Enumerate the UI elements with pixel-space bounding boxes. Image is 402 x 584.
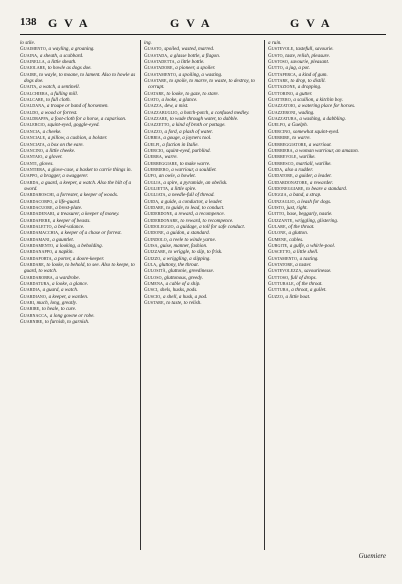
running-header <box>20 14 386 35</box>
entry-headword: Guizzante, <box>268 217 294 224</box>
entry-headword: Guerrire, <box>268 135 291 142</box>
entry-headword: Guttare, <box>268 78 290 85</box>
entry-headword: Guttura, <box>268 287 290 294</box>
entry-headword: Guindolo, <box>144 236 169 243</box>
entry-definition: a little sheath. <box>47 59 77 66</box>
entry-definition: a fulling mill. <box>50 90 79 97</box>
entry-definition: to howle as dogs doe. <box>47 65 92 72</box>
entry-definition: a throat, a gullet. <box>291 287 327 294</box>
entry-headword: Guaina, <box>20 52 39 59</box>
entry-definition: a warriour. <box>308 141 332 148</box>
entry-definition: to looke, to gaze, to stare. <box>166 90 219 97</box>
entry-definition: a little shell. <box>293 249 319 256</box>
entry-headword: Guerresco, <box>268 160 295 167</box>
entry-definition: a ford, a plash of water. <box>164 128 213 135</box>
entry-definition: a glove-case, a basket to carrie things in. <box>47 166 132 173</box>
entry-headword: Guaire, <box>20 71 38 78</box>
entry-definition: a shell, a husk, a pod. <box>162 293 208 300</box>
entry-headword: Gualcare, <box>20 97 45 104</box>
entry-headword: Gumena, <box>144 281 165 288</box>
entry-headword: Guardafiere, <box>20 217 52 224</box>
entry-headword: Guastada, <box>144 52 169 59</box>
column-divider <box>264 40 265 550</box>
entry-definition: somewhat squint-eyed. <box>292 128 340 135</box>
entry-headword: Guantaio, <box>20 154 44 161</box>
entry-definition: a napkin. <box>54 249 74 256</box>
entry-headword: Guanti, <box>20 160 39 167</box>
entry-definition: a reward, a recompence. <box>174 211 225 218</box>
entry-definition: full of drops. <box>290 274 317 281</box>
header-word-right: G V A <box>290 16 332 30</box>
entry-headword: Guiderdone, <box>144 211 174 218</box>
entry-headword: Gusci, <box>144 287 159 294</box>
column-divider <box>140 40 141 550</box>
entry-headword: Guidare, <box>144 204 165 211</box>
entry-definition: a foot-cloth for a horse, a caparison. <box>50 116 127 123</box>
entry-headword: Guazzatoio, <box>268 103 297 110</box>
entry-headword: Guttoso, <box>268 274 290 281</box>
entry-definition: a gouge, a joyners tool. <box>163 135 212 142</box>
entry-headword: Guerriero, <box>144 166 170 173</box>
entry-definition: a wardrobe. <box>55 274 80 281</box>
entry-definition: warre. <box>164 154 178 161</box>
entry-definition: squint-eyed, purblind. <box>165 147 211 154</box>
entry-headword: Guaimento, <box>20 46 48 53</box>
entry-definition: an owle, a howlet. <box>158 173 196 180</box>
catchword: Guemiere <box>358 552 386 560</box>
entry-headword: Guardare, <box>20 262 46 269</box>
entry-definition: guise, manner, fashion. <box>160 243 208 249</box>
entry-definition: a band, a strap. <box>289 192 322 199</box>
entry-headword: Guarnacca, <box>20 312 49 319</box>
entry-definition: a rewarder. <box>309 179 334 186</box>
entry-headword: Guappo, <box>20 173 39 180</box>
entry-headword: Guerreggiare, <box>144 160 179 167</box>
entry-headword: Guelfi, <box>144 141 161 148</box>
entry-headword: Guzzo, <box>268 293 285 300</box>
entry-definition: a gauntlet. <box>52 236 75 243</box>
entry-definition: a porter, a doore-keeper. <box>54 255 105 262</box>
page-number: 138 <box>20 16 37 28</box>
entry-headword: Gualdana, <box>20 103 46 110</box>
entry-headword: Guardaporta, <box>20 255 53 262</box>
entry-definition: a box on the eare. <box>47 141 84 148</box>
entry-headword: Gualercio, <box>20 122 47 129</box>
entry-definition: a pioneer, a spoiler. <box>175 65 216 72</box>
entry-definition: to warre. <box>292 135 311 142</box>
entry-definition: a needle-full of thread. <box>168 192 215 199</box>
entry-headword: Guiggia, <box>268 192 288 199</box>
entry-definition: to taste, to relish. <box>166 300 202 307</box>
entry-definition: a looke, a glance. <box>161 97 198 104</box>
entry-headword: Guerra, <box>144 154 164 161</box>
entry-definition: to make warre. <box>179 160 211 167</box>
entry-definition: a troupe or band of horsemen. <box>46 103 109 110</box>
entry-headword: Guercio, <box>144 147 165 154</box>
entry-definition: a hotch-potch, a confused medley. <box>180 109 250 116</box>
entry-definition: to spoile, to marre, to waste, to destroy, to corrupt. <box>148 78 255 91</box>
entry-definition: also a rudder. <box>284 166 314 173</box>
entry-definition: to reward, to recompence. <box>180 217 234 224</box>
entry-headword: Guscio, <box>144 293 162 300</box>
entry-definition: to wayle, to moane, to lament. Also to howle as dogs doe. <box>24 71 136 85</box>
entry-headword: Guardaletto, <box>20 223 53 230</box>
dictionary-entry <box>20 262 136 275</box>
entry-headword: Gugliata, <box>144 192 167 199</box>
entry-headword: Guidatore, <box>268 173 294 180</box>
entry-headword: Gulosità, <box>144 268 167 275</box>
entry-headword: Guisa, <box>144 243 159 249</box>
entry-headword: Guantiera, <box>20 166 47 173</box>
entry-headword: Guancino, <box>20 147 45 154</box>
entry-headword: Guglietta, <box>144 185 170 192</box>
entry-headword: Guato, <box>144 97 161 104</box>
dictionary-entry <box>144 78 260 91</box>
entry-definition: a watch, a sentinell. <box>39 84 80 91</box>
entry-headword: Guinzaglio, <box>268 198 297 205</box>
entry-definition: a woman warriour, an amazon. <box>295 147 359 154</box>
entry-definition: to wade through water, to dabble. <box>169 116 239 123</box>
entry-definition: wading. <box>298 109 315 116</box>
entry-headword: Guida, <box>268 166 284 173</box>
entry-headword: Guardacorpo, <box>20 198 54 205</box>
entry-definition: a spire, a pyramide, an obelisk. <box>163 179 228 186</box>
entry-definition: savourie, pleasant. <box>290 59 330 66</box>
entry-headword: Guardatura, <box>20 281 51 288</box>
entry-headword: Gutturale, <box>268 281 296 288</box>
entry-headword: Guardanappo, <box>20 249 54 256</box>
entry-headword: Guisto, <box>268 204 286 211</box>
entry-definition: a guidage, a toll for safe conduct. <box>176 223 246 230</box>
entry-definition: a guidon, a standard. <box>166 230 210 237</box>
dictionary-entry <box>20 319 136 325</box>
entry-definition: a wayling, a groaning. <box>48 46 95 53</box>
entry-headword: Guitto, <box>268 211 286 218</box>
entry-definition: a keeper, a warden. <box>48 293 89 300</box>
entry-headword: Guardamani, <box>20 236 51 243</box>
entry-headword: Guardamacchia, <box>20 230 60 237</box>
entry-definition: a dropping. <box>297 84 322 91</box>
entry-headword: Guanciata, <box>20 141 47 148</box>
entry-headword: Guazzabuglio, <box>144 109 179 116</box>
entry-definition: a faction in Italie. <box>162 141 199 148</box>
entry-headword: Guazzare, <box>144 116 169 123</box>
entry-definition: a warriour, a souldier. <box>171 166 217 173</box>
entry-definition: a cheeke. <box>42 128 62 135</box>
entry-definition: a long gowne or robe. <box>49 312 95 319</box>
header-word-center: G V A <box>170 16 212 30</box>
entry-headword: Guizzare, <box>144 249 167 256</box>
entry-definition: warlike. <box>299 154 316 161</box>
entry-definition: of the throat. <box>288 223 315 230</box>
entry-headword: Guazzatura, <box>268 116 299 123</box>
entry-definition: base, beggarly, nastie. <box>286 211 333 218</box>
entry-headword: Guidardonatore, <box>268 179 309 186</box>
entry-definition: dew, a mist. <box>164 103 189 110</box>
entry-definition: a guard, a keeper, a watch. Also the hilt of a sword. <box>24 179 131 192</box>
entry-definition: a looke, a glance. <box>52 281 89 288</box>
entry-headword: Guaiolare, <box>20 65 47 72</box>
entry-headword: Guerreggiatore, <box>268 141 308 148</box>
dictionary-entry <box>144 300 260 306</box>
entry-headword: Guardarobba, <box>20 274 55 281</box>
entry-definition: a gutter. <box>295 90 313 97</box>
entry-headword: Guarire, <box>20 306 41 313</box>
entry-headword: Gutto, <box>268 65 285 72</box>
entry-headword: Gustare, <box>144 300 165 307</box>
entry-definition: to furnish, to garnish. <box>44 319 90 326</box>
entry-definition: just, right. <box>286 204 308 211</box>
entry-headword: Guerrevole, <box>268 154 298 161</box>
entry-headword: Gualdrappa, <box>20 116 50 123</box>
entry-definition: a wood or forrest. <box>40 109 78 116</box>
entry-definition: a little cheeke. <box>45 147 76 154</box>
entry-definition: a brest-plate. <box>55 204 83 211</box>
entry-definition: much, long, greatly. <box>36 300 78 307</box>
entry-definition: a gulfe, a whirle-pool. <box>289 243 336 249</box>
entry-headword: Guastadore, <box>144 65 174 72</box>
entry-headword: Guardacuore, <box>20 204 54 211</box>
entry-definition: a forrester, a keeper of woods. <box>56 192 119 199</box>
entry-definition: a keeper of beasts. <box>52 217 91 224</box>
entry-definition: to looke, to behold, to see. Also to keepe, to guard, to watch. <box>24 262 135 275</box>
entry-headword: Guarda, <box>20 179 40 186</box>
entry-definition: taste, relish, pleasure. <box>285 52 330 59</box>
entry-definition: a scullion, a kitchin boy. <box>293 97 344 104</box>
entry-definition: a spoiling, a wasting. <box>178 71 223 78</box>
entry-definition: to drop, to distill. <box>290 78 326 85</box>
entry-definition: a pillow, a cushion, a bolster. <box>47 135 108 142</box>
entry-definition: a guide, a conductor, a leader. <box>160 198 223 205</box>
entry-headword: Guazza, <box>144 103 164 110</box>
entry-headword: Gusto, <box>268 52 284 59</box>
entry-definition: shels, husks, pods. <box>159 287 198 294</box>
entry-definition: a tasting. <box>299 255 319 262</box>
entry-headword: Gufo, <box>144 173 158 180</box>
entry-headword: Guidoleggio, <box>144 223 176 230</box>
entry-headword: Guizzo, <box>144 255 162 262</box>
entry-headword: Guardamento, <box>20 243 55 249</box>
entry-definition: tastefull, savourie. <box>295 46 334 53</box>
entry-headword: Guloso, <box>144 274 163 281</box>
dictionary-entry <box>20 72 136 85</box>
entry-headword: Guardadenari, <box>20 211 56 218</box>
entry-definition: to beare a standard. <box>306 185 348 192</box>
entry-headword: Guasto, <box>144 46 163 53</box>
entry-definition: a washing, a dabbling. <box>299 116 346 123</box>
entry-definition: cables. <box>289 236 304 243</box>
entry-headword: Gustamento, <box>268 255 299 262</box>
entry-headword: Guarnire, <box>20 319 44 326</box>
entry-headword: Guari, <box>20 300 36 307</box>
entry-headword: Guainella, <box>20 59 47 66</box>
entry-definition: a taster. <box>295 262 312 269</box>
entry-definition: a looking, a beholding. <box>55 243 103 249</box>
entry-definition: a sheath, a scabbard. <box>39 52 84 59</box>
entry-headword: Guastadetta, <box>144 59 176 66</box>
entry-definition: gluttonous, greedy. <box>164 274 203 281</box>
entry-definition: lo stile. <box>20 40 35 46</box>
entry-definition: a glutton. <box>288 230 309 237</box>
entry-headword: Guercino, <box>268 128 292 135</box>
entry-headword: Gulare, <box>268 223 287 230</box>
entry-headword: Gula, <box>144 262 158 269</box>
entry-headword: Guazzo, <box>144 128 164 135</box>
entry-definition: a guider, a leader. <box>295 173 332 180</box>
entry-headword: Gustatore, <box>268 262 295 269</box>
column-middle <box>144 40 260 550</box>
entry-headword: Gustoso, <box>268 59 290 66</box>
entry-headword: Guardaboschi, <box>20 192 56 199</box>
entry-headword: Guanciale, <box>20 135 47 142</box>
entry-definition: spoiled, wasted, marred. <box>164 46 215 53</box>
entry-headword: Guattero, <box>268 97 293 104</box>
columns-area <box>20 40 386 550</box>
entry-headword: Guazzeroni, <box>268 109 297 116</box>
entry-headword: Guastare, <box>144 78 168 85</box>
entry-headword: Guiderdonare, <box>144 217 180 224</box>
entry-definition: wriggling, glistering. <box>295 217 339 224</box>
entry-definition: a little boat. <box>285 293 311 300</box>
entry-definition: a bragger, a swaggerer. <box>40 173 89 180</box>
entry-definition: a guard, a watch. <box>42 287 79 294</box>
dictionary-entry <box>20 180 136 193</box>
column-right <box>268 40 384 550</box>
entry-definition: squint-eyed, goggle-eyed. <box>47 122 100 129</box>
entry-definition: a leash for dogs. <box>297 198 332 205</box>
entry-headword: Guancia, <box>20 128 42 135</box>
entry-definition: a kind of broth or pottage. <box>172 122 226 129</box>
entry-headword: Gustevole, <box>268 46 295 53</box>
entry-headword: Gubbia, <box>144 135 163 142</box>
entry-definition: a watering place for horses. <box>297 103 356 110</box>
entry-definition: a life-guard. <box>55 198 81 205</box>
entry-definition: to heale, to cure. <box>41 306 77 313</box>
entry-definition: to guide, to lead, to conduct. <box>166 204 225 211</box>
entry-headword: Gualdo, <box>20 109 40 116</box>
entry-headword: Guelfo, <box>268 122 287 129</box>
entry-headword: Gustevolezza, <box>268 268 303 275</box>
entry-headword: Guttazione, <box>268 84 297 91</box>
entry-headword: Gumene, <box>268 236 288 243</box>
entry-definition: a kind of gum. <box>298 71 328 78</box>
entry-definition: a ruin. <box>268 40 282 46</box>
entry-headword: Guidoneggiare, <box>268 185 305 192</box>
entry-definition: a reele to winde yarne. <box>169 236 216 243</box>
entry-headword: Guastamento, <box>144 71 178 78</box>
entry-definition: a glasse bottle, a flagon. <box>169 52 221 59</box>
entry-definition: a cable of a ship. <box>165 281 201 288</box>
entry-headword: Guaita, <box>20 84 38 91</box>
entry-headword: Guardiano, <box>20 293 48 300</box>
entry-definition: martiall, warlike. <box>296 160 332 167</box>
entry-definition: gluttonie, greedinesse. <box>168 268 215 275</box>
entry-headword: Gurgite, <box>268 243 289 249</box>
dictionary-page <box>20 14 386 570</box>
column-left <box>20 40 136 550</box>
entry-headword: Guttaperca, <box>268 71 298 78</box>
entry-definition: a glover. <box>45 154 63 161</box>
entry-definition: a jug, a pot. <box>285 65 310 72</box>
entry-definition: a keeper of a chase or forrest. <box>60 230 122 237</box>
entry-definition: a little bottle. <box>177 59 205 66</box>
entry-definition: gloves. <box>39 160 54 167</box>
entry-definition: a bed-valance. <box>54 223 85 230</box>
dictionary-entry <box>268 294 384 300</box>
entry-headword: Guazzetto, <box>144 122 171 129</box>
entry-headword: Guidone, <box>144 230 166 237</box>
entry-headword: Guatare, <box>144 90 166 97</box>
entry-headword: Guscetto, <box>268 249 292 256</box>
entry-definition: a wriggling, a slipping. <box>162 255 211 262</box>
entry-headword: Guttorino, <box>268 90 295 97</box>
entry-headword: Guida, <box>144 198 160 205</box>
entry-definition: a little spire. <box>170 185 197 192</box>
entry-headword: Gulone, <box>268 230 288 237</box>
entry-definition: ing. <box>144 40 152 46</box>
entry-headword: Guardia, <box>20 287 42 294</box>
entry-headword: Guglia, <box>144 179 163 186</box>
entry-definition: savourinesse. <box>303 268 332 275</box>
entry-headword: Guerriera, <box>268 147 294 154</box>
entry-definition: a Guelph. <box>287 122 308 129</box>
entry-definition: a treasurer, a keeper of money. <box>56 211 120 218</box>
entry-headword: Gualchiera, <box>20 90 50 97</box>
entry-definition: gluttony, the throat. <box>158 262 199 269</box>
entry-definition: of the throat. <box>296 281 323 288</box>
entry-definition: to wriggle, to slip, to frisk. <box>168 249 223 256</box>
header-word-left: G V A <box>48 16 90 30</box>
entry-definition: to full cloth. <box>46 97 71 104</box>
